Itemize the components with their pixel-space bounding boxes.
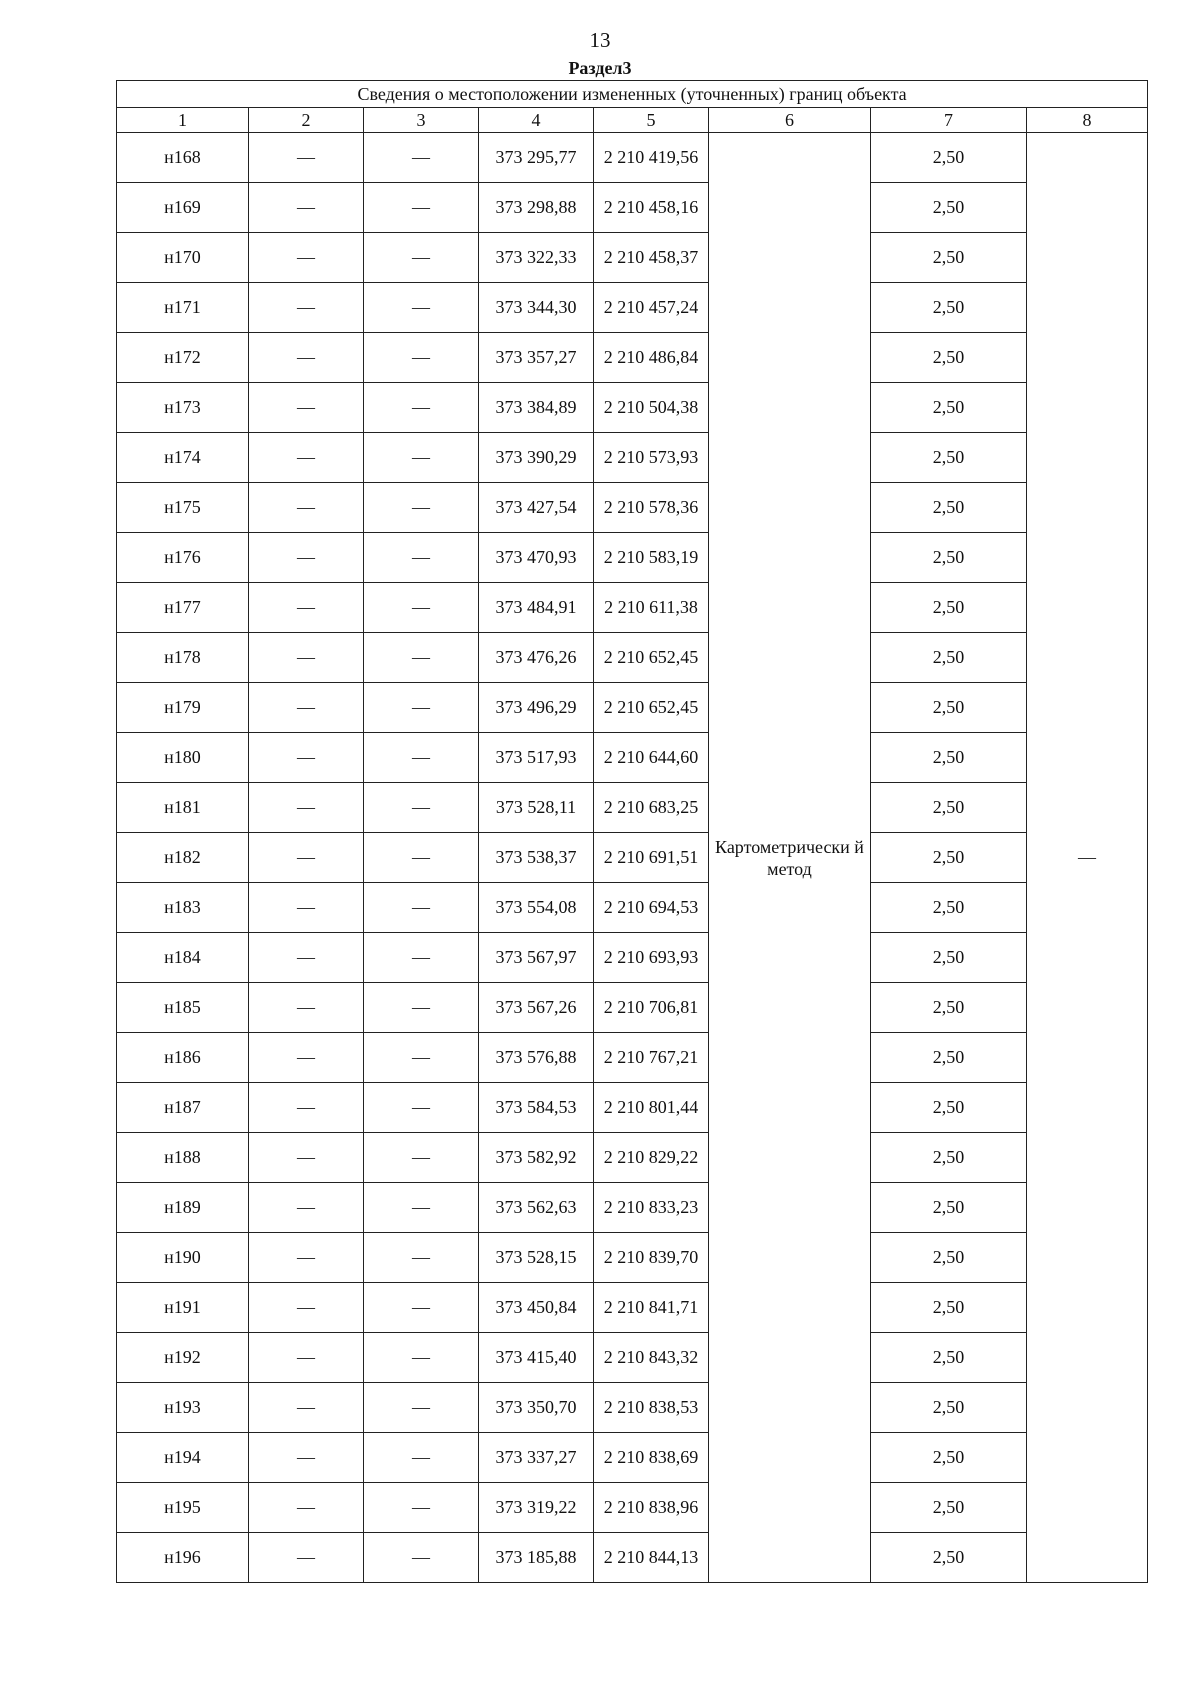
accuracy-cell: 2,50 xyxy=(871,483,1027,533)
column3-cell: — xyxy=(364,633,479,683)
table-row xyxy=(117,233,1148,283)
accuracy-cell: 2,50 xyxy=(871,433,1027,483)
table-row xyxy=(117,1183,1148,1233)
point-cell: н176 xyxy=(117,533,249,583)
column3-cell: — xyxy=(364,233,479,283)
y-coordinate-cell: 2 210 838,53 xyxy=(594,1383,709,1433)
column2-cell: — xyxy=(249,1483,364,1533)
table-row xyxy=(117,1383,1148,1433)
x-coordinate-cell: 373 295,77 xyxy=(479,133,594,183)
column2-cell: — xyxy=(249,1383,364,1433)
page-number: 13 xyxy=(589,28,611,52)
y-coordinate-cell: 2 210 611,38 xyxy=(594,583,709,633)
table-row xyxy=(117,1033,1148,1083)
column3-cell: — xyxy=(364,1133,479,1183)
y-coordinate-cell: 2 210 578,36 xyxy=(594,483,709,533)
column2-cell: — xyxy=(249,1133,364,1183)
y-coordinate-cell: 2 210 458,37 xyxy=(594,233,709,283)
table-row xyxy=(117,1533,1148,1583)
column-number: 8 xyxy=(1027,108,1148,133)
column2-cell: — xyxy=(249,1433,364,1483)
accuracy-cell: 2,50 xyxy=(871,1083,1027,1133)
column2-cell: — xyxy=(249,283,364,333)
point-cell: н184 xyxy=(117,933,249,983)
accuracy-cell: 2,50 xyxy=(871,583,1027,633)
column3-cell: — xyxy=(364,1533,479,1583)
column3-cell: — xyxy=(364,333,479,383)
table-row xyxy=(117,933,1148,983)
accuracy-cell: 2,50 xyxy=(871,133,1027,183)
point-cell: н189 xyxy=(117,1183,249,1233)
column3-cell: — xyxy=(364,483,479,533)
point-cell: н170 xyxy=(117,233,249,283)
point-cell: н195 xyxy=(117,1483,249,1533)
column3-cell: — xyxy=(364,383,479,433)
column3-cell: — xyxy=(364,283,479,333)
point-cell: н182 xyxy=(117,833,249,883)
x-coordinate-cell: 373 470,93 xyxy=(479,533,594,583)
accuracy-cell: 2,50 xyxy=(871,233,1027,283)
y-coordinate-cell: 2 210 693,93 xyxy=(594,933,709,983)
x-coordinate-cell: 373 337,27 xyxy=(479,1433,594,1483)
x-coordinate-cell: 373 484,91 xyxy=(479,583,594,633)
y-coordinate-cell: 2 210 838,69 xyxy=(594,1433,709,1483)
x-coordinate-cell: 373 476,26 xyxy=(479,633,594,683)
column8-cell: — xyxy=(1027,133,1148,1583)
point-cell: н178 xyxy=(117,633,249,683)
x-coordinate-cell: 373 427,54 xyxy=(479,483,594,533)
column3-cell: — xyxy=(364,533,479,583)
x-coordinate-cell: 373 415,40 xyxy=(479,1333,594,1383)
y-coordinate-cell: 2 210 652,45 xyxy=(594,683,709,733)
column-number: 6 xyxy=(709,108,871,133)
accuracy-cell: 2,50 xyxy=(871,383,1027,433)
method-cell: Картометрически й метод xyxy=(709,133,871,1583)
y-coordinate-cell: 2 210 801,44 xyxy=(594,1083,709,1133)
table-row xyxy=(117,1433,1148,1483)
column2-cell: — xyxy=(249,333,364,383)
table-row xyxy=(117,1083,1148,1133)
y-coordinate-cell: 2 210 683,25 xyxy=(594,783,709,833)
x-coordinate-cell: 373 298,88 xyxy=(479,183,594,233)
x-coordinate-cell: 373 562,63 xyxy=(479,1183,594,1233)
column3-cell: — xyxy=(364,833,479,883)
x-coordinate-cell: 373 567,26 xyxy=(479,983,594,1033)
column2-cell: — xyxy=(249,833,364,883)
column3-cell: — xyxy=(364,983,479,1033)
accuracy-cell: 2,50 xyxy=(871,983,1027,1033)
accuracy-cell: 2,50 xyxy=(871,1483,1027,1533)
column3-cell: — xyxy=(364,1183,479,1233)
column3-cell: — xyxy=(364,133,479,183)
x-coordinate-cell: 373 554,08 xyxy=(479,883,594,933)
point-cell: н168 xyxy=(117,133,249,183)
column2-cell: — xyxy=(249,233,364,283)
point-cell: н194 xyxy=(117,1433,249,1483)
table-row xyxy=(117,1483,1148,1533)
x-coordinate-cell: 373 390,29 xyxy=(479,433,594,483)
accuracy-cell: 2,50 xyxy=(871,783,1027,833)
y-coordinate-cell: 2 210 419,56 xyxy=(594,133,709,183)
y-coordinate-cell: 2 210 838,96 xyxy=(594,1483,709,1533)
table-row xyxy=(117,633,1148,683)
column2-cell: — xyxy=(249,883,364,933)
x-coordinate-cell: 373 576,88 xyxy=(479,1033,594,1083)
accuracy-cell: 2,50 xyxy=(871,1183,1027,1233)
column2-cell: — xyxy=(249,183,364,233)
table-row xyxy=(117,533,1148,583)
accuracy-cell: 2,50 xyxy=(871,183,1027,233)
column3-cell: — xyxy=(364,1433,479,1483)
accuracy-cell: 2,50 xyxy=(871,1333,1027,1383)
column2-cell: — xyxy=(249,1183,364,1233)
point-cell: н196 xyxy=(117,1533,249,1583)
accuracy-cell: 2,50 xyxy=(871,883,1027,933)
column2-cell: — xyxy=(249,483,364,533)
y-coordinate-cell: 2 210 573,93 xyxy=(594,433,709,483)
x-coordinate-cell: 373 496,29 xyxy=(479,683,594,733)
column3-cell: — xyxy=(364,1233,479,1283)
point-cell: н171 xyxy=(117,283,249,333)
column3-cell: — xyxy=(364,783,479,833)
column2-cell: — xyxy=(249,1083,364,1133)
accuracy-cell: 2,50 xyxy=(871,1383,1027,1433)
table-row xyxy=(117,483,1148,533)
accuracy-cell: 2,50 xyxy=(871,633,1027,683)
column2-cell: — xyxy=(249,1283,364,1333)
x-coordinate-cell: 373 528,15 xyxy=(479,1233,594,1283)
point-cell: н191 xyxy=(117,1283,249,1333)
accuracy-cell: 2,50 xyxy=(871,1233,1027,1283)
table-row xyxy=(117,733,1148,783)
column2-cell: — xyxy=(249,1033,364,1083)
y-coordinate-cell: 2 210 829,22 xyxy=(594,1133,709,1183)
column2-cell: — xyxy=(249,1233,364,1283)
column-number: 5 xyxy=(594,108,709,133)
point-cell: н169 xyxy=(117,183,249,233)
point-cell: н186 xyxy=(117,1033,249,1083)
accuracy-cell: 2,50 xyxy=(871,733,1027,783)
table-row xyxy=(117,983,1148,1033)
y-coordinate-cell: 2 210 486,84 xyxy=(594,333,709,383)
y-coordinate-cell: 2 210 767,21 xyxy=(594,1033,709,1083)
column2-cell: — xyxy=(249,733,364,783)
y-coordinate-cell: 2 210 839,70 xyxy=(594,1233,709,1283)
column2-cell: — xyxy=(249,1333,364,1383)
column3-cell: — xyxy=(364,683,479,733)
x-coordinate-cell: 373 538,37 xyxy=(479,833,594,883)
table-row xyxy=(117,333,1148,383)
column-number: 1 xyxy=(117,108,249,133)
coordinates-table xyxy=(116,80,1148,1583)
point-cell: н175 xyxy=(117,483,249,533)
table-body xyxy=(117,133,1148,1583)
table-row xyxy=(117,283,1148,333)
accuracy-cell: 2,50 xyxy=(871,1283,1027,1333)
table-row xyxy=(117,1333,1148,1383)
column-number-row xyxy=(117,108,1148,133)
column3-cell: — xyxy=(364,1033,479,1083)
x-coordinate-cell: 373 185,88 xyxy=(479,1533,594,1583)
accuracy-cell: 2,50 xyxy=(871,1533,1027,1583)
point-cell: н187 xyxy=(117,1083,249,1133)
point-cell: н185 xyxy=(117,983,249,1033)
y-coordinate-cell: 2 210 706,81 xyxy=(594,983,709,1033)
accuracy-cell: 2,50 xyxy=(871,333,1027,383)
table-row xyxy=(117,583,1148,633)
point-cell: н188 xyxy=(117,1133,249,1183)
point-cell: н192 xyxy=(117,1333,249,1383)
column3-cell: — xyxy=(364,183,479,233)
point-cell: н172 xyxy=(117,333,249,383)
table-row xyxy=(117,833,1148,883)
table-row xyxy=(117,883,1148,933)
point-cell: н183 xyxy=(117,883,249,933)
column3-cell: — xyxy=(364,1283,479,1333)
x-coordinate-cell: 373 344,30 xyxy=(479,283,594,333)
y-coordinate-cell: 2 210 841,71 xyxy=(594,1283,709,1333)
column3-cell: — xyxy=(364,1083,479,1133)
column3-cell: — xyxy=(364,1483,479,1533)
x-coordinate-cell: 373 350,70 xyxy=(479,1383,594,1433)
point-cell: н179 xyxy=(117,683,249,733)
y-coordinate-cell: 2 210 844,13 xyxy=(594,1533,709,1583)
section-title: Раздел3 xyxy=(568,58,632,78)
x-coordinate-cell: 373 528,11 xyxy=(479,783,594,833)
point-cell: н193 xyxy=(117,1383,249,1433)
accuracy-cell: 2,50 xyxy=(871,833,1027,883)
column2-cell: — xyxy=(249,383,364,433)
point-cell: н181 xyxy=(117,783,249,833)
accuracy-cell: 2,50 xyxy=(871,683,1027,733)
y-coordinate-cell: 2 210 652,45 xyxy=(594,633,709,683)
column3-cell: — xyxy=(364,733,479,783)
point-cell: н174 xyxy=(117,433,249,483)
x-coordinate-cell: 373 582,92 xyxy=(479,1133,594,1183)
column3-cell: — xyxy=(364,933,479,983)
table-row xyxy=(117,1283,1148,1333)
column2-cell: — xyxy=(249,583,364,633)
accuracy-cell: 2,50 xyxy=(871,533,1027,583)
column3-cell: — xyxy=(364,1333,479,1383)
y-coordinate-cell: 2 210 504,38 xyxy=(594,383,709,433)
column3-cell: — xyxy=(364,1383,479,1433)
y-coordinate-cell: 2 210 843,32 xyxy=(594,1333,709,1383)
x-coordinate-cell: 373 322,33 xyxy=(479,233,594,283)
column-number: 4 xyxy=(479,108,594,133)
accuracy-cell: 2,50 xyxy=(871,1433,1027,1483)
accuracy-cell: 2,50 xyxy=(871,283,1027,333)
column2-cell: — xyxy=(249,983,364,1033)
x-coordinate-cell: 373 567,97 xyxy=(479,933,594,983)
table-row xyxy=(117,133,1148,183)
accuracy-cell: 2,50 xyxy=(871,933,1027,983)
column2-cell: — xyxy=(249,1533,364,1583)
column2-cell: — xyxy=(249,533,364,583)
y-coordinate-cell: 2 210 694,53 xyxy=(594,883,709,933)
point-cell: н190 xyxy=(117,1233,249,1283)
column2-cell: — xyxy=(249,433,364,483)
y-coordinate-cell: 2 210 644,60 xyxy=(594,733,709,783)
column2-cell: — xyxy=(249,683,364,733)
y-coordinate-cell: 2 210 583,19 xyxy=(594,533,709,583)
column2-cell: — xyxy=(249,783,364,833)
y-coordinate-cell: 2 210 458,16 xyxy=(594,183,709,233)
point-cell: н180 xyxy=(117,733,249,783)
table-row xyxy=(117,1133,1148,1183)
point-cell: н177 xyxy=(117,583,249,633)
table-row xyxy=(117,683,1148,733)
column-number: 7 xyxy=(871,108,1027,133)
column2-cell: — xyxy=(249,633,364,683)
column3-cell: — xyxy=(364,583,479,633)
x-coordinate-cell: 373 517,93 xyxy=(479,733,594,783)
column3-cell: — xyxy=(364,883,479,933)
accuracy-cell: 2,50 xyxy=(871,1033,1027,1083)
table-row xyxy=(117,1233,1148,1283)
x-coordinate-cell: 373 450,84 xyxy=(479,1283,594,1333)
table-row xyxy=(117,783,1148,833)
column-number: 2 xyxy=(249,108,364,133)
x-coordinate-cell: 373 584,53 xyxy=(479,1083,594,1133)
x-coordinate-cell: 373 384,89 xyxy=(479,383,594,433)
table-row xyxy=(117,433,1148,483)
point-cell: н173 xyxy=(117,383,249,433)
table-row xyxy=(117,183,1148,233)
x-coordinate-cell: 373 319,22 xyxy=(479,1483,594,1533)
column-number: 3 xyxy=(364,108,479,133)
accuracy-cell: 2,50 xyxy=(871,1133,1027,1183)
column3-cell: — xyxy=(364,433,479,483)
y-coordinate-cell: 2 210 457,24 xyxy=(594,283,709,333)
x-coordinate-cell: 373 357,27 xyxy=(479,333,594,383)
table-row xyxy=(117,383,1148,433)
column2-cell: — xyxy=(249,933,364,983)
y-coordinate-cell: 2 210 691,51 xyxy=(594,833,709,883)
column2-cell: — xyxy=(249,133,364,183)
y-coordinate-cell: 2 210 833,23 xyxy=(594,1183,709,1233)
table-caption: Сведения о местоположении измененных (уточненных) границ объекта xyxy=(117,81,1148,108)
